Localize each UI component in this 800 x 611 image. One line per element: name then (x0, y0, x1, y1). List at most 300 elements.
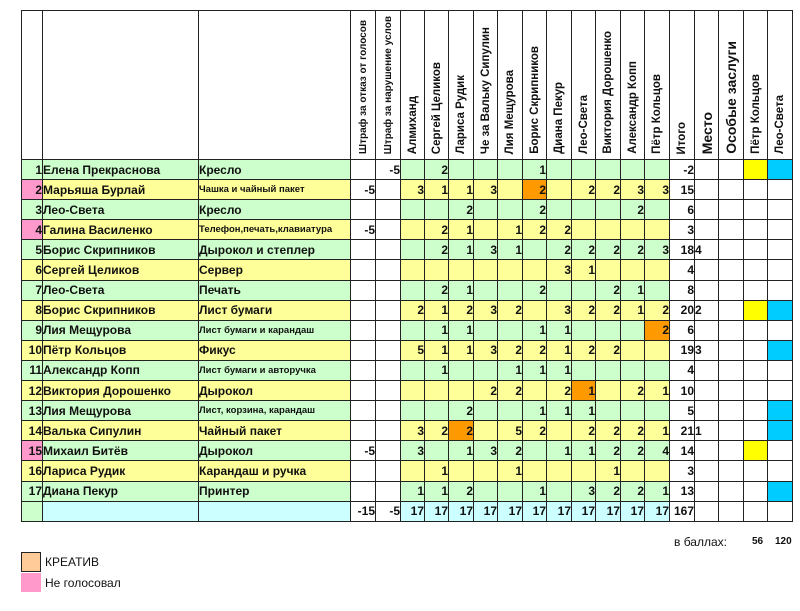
gift-name: Дырокол (199, 441, 351, 461)
vote-cell: 2 (523, 421, 547, 441)
vote-cell (401, 401, 425, 421)
totals-penalty-refuse: -15 (351, 501, 376, 521)
participant-name: Валька Сипулин (43, 421, 199, 441)
footer-leo-score: 120 (775, 536, 792, 547)
vote-cell: 2 (449, 481, 474, 501)
vote-cell (474, 320, 498, 340)
vote-cell (645, 340, 670, 360)
special-petr-mark (744, 381, 768, 401)
special-leo-mark (768, 340, 793, 360)
totals-gift (199, 501, 351, 521)
total-cell: 6 (670, 200, 695, 220)
vote-cell (596, 200, 621, 220)
penalty-violation-cell (376, 481, 401, 501)
vote-cell: 1 (425, 180, 449, 200)
vote-cell (498, 180, 523, 200)
vote-cell: 3 (645, 180, 670, 200)
total-cell: 8 (670, 280, 695, 300)
vote-cell: 1 (523, 481, 547, 501)
vote-cell: 2 (425, 240, 449, 260)
vote-cell: 2 (621, 441, 645, 461)
vote-cell: 2 (523, 220, 547, 240)
table-row (22, 160, 793, 180)
place-cell (695, 260, 719, 280)
vote-cell: 2 (498, 300, 523, 320)
place-cell: 2 (695, 300, 719, 320)
penalty-violation-cell (376, 340, 401, 360)
totals-row (22, 501, 793, 521)
gift-name: Лист бумаги и карандаш (199, 320, 351, 340)
legend-label-not-voted: Не голосовал (45, 576, 121, 590)
vote-cell (572, 220, 596, 240)
row-number: 11 (22, 360, 43, 380)
vote-cell (547, 180, 572, 200)
vote-cell: 1 (572, 260, 596, 280)
table-row (22, 481, 793, 501)
vote-cell (572, 280, 596, 300)
vote-cell: 1 (572, 381, 596, 401)
gift-name: Лист бумаги (199, 300, 351, 320)
header-place: Место (695, 11, 719, 160)
vote-cell: 2 (547, 240, 572, 260)
vote-cell (645, 360, 670, 380)
penalty-refuse-cell (351, 160, 376, 180)
gift-name: Лист бумаги и авторучка (199, 360, 351, 380)
vote-cell (596, 320, 621, 340)
penalty-violation-cell (376, 360, 401, 380)
special-petr-mark (744, 461, 768, 481)
gift-name: Кресло (199, 200, 351, 220)
vote-cell (425, 401, 449, 421)
vote-cell: 1 (449, 240, 474, 260)
totals-penalty-violation: -5 (376, 501, 401, 521)
vote-cell: 3 (547, 300, 572, 320)
vote-cell: 1 (621, 300, 645, 320)
vote-cell (498, 160, 523, 180)
totals-vote-cell: 17 (523, 501, 547, 521)
totals-empty-cell (695, 501, 719, 521)
gift-name: Принтер (199, 481, 351, 501)
gift-name: Чашка и чайный пакет (199, 180, 351, 200)
vote-cell (572, 320, 596, 340)
participant-name: Лео-Света (43, 280, 199, 300)
total-cell: 14 (670, 441, 695, 461)
vote-cell: 1 (547, 401, 572, 421)
vote-cell: 1 (498, 360, 523, 380)
table-row (22, 401, 793, 421)
vote-cell (645, 280, 670, 300)
special-leo-mark (768, 360, 793, 380)
vote-cell: 2 (596, 340, 621, 360)
penalty-refuse-cell (351, 240, 376, 260)
place-cell (695, 360, 719, 380)
vote-cell: 2 (523, 200, 547, 220)
vote-cell (572, 461, 596, 481)
totals-empty-cell (719, 501, 744, 521)
vote-cell: 3 (401, 441, 425, 461)
vote-cell: 1 (449, 280, 474, 300)
vote-cell (425, 381, 449, 401)
vote-cell: 2 (547, 381, 572, 401)
row-number: 2 (22, 180, 43, 200)
participant-name: Борис Скрипников (43, 240, 199, 260)
special-cell (719, 461, 744, 481)
special-leo-mark (768, 320, 793, 340)
penalty-violation-cell: -5 (376, 160, 401, 180)
row-number: 13 (22, 401, 43, 421)
special-petr-mark (744, 360, 768, 380)
gift-name: Лист, корзина, карандаш (199, 401, 351, 421)
vote-cell: 1 (523, 401, 547, 421)
totals-name (43, 501, 199, 521)
penalty-refuse-cell (351, 360, 376, 380)
vote-cell: 4 (645, 441, 670, 461)
vote-cell: 2 (498, 441, 523, 461)
total-cell: 15 (670, 180, 695, 200)
special-cell (719, 220, 744, 240)
header-voter: Александр Копп (621, 11, 645, 160)
penalty-violation-cell (376, 320, 401, 340)
special-petr-mark (744, 421, 768, 441)
vote-cell: 2 (547, 220, 572, 240)
special-petr-mark (744, 180, 768, 200)
vote-cell (474, 280, 498, 300)
penalty-refuse-cell (351, 260, 376, 280)
vote-cell (645, 260, 670, 280)
vote-cell: 1 (645, 481, 670, 501)
totals-empty-cell (768, 501, 793, 521)
gift-name: Дырокол (199, 381, 351, 401)
table-row (22, 320, 793, 340)
participant-name: Сергей Целиков (43, 260, 199, 280)
special-petr-mark (744, 401, 768, 421)
vote-cell (596, 401, 621, 421)
special-cell (719, 320, 744, 340)
table-row (22, 220, 793, 240)
vote-cell: 3 (474, 340, 498, 360)
place-cell (695, 320, 719, 340)
totals-vote-cell: 17 (572, 501, 596, 521)
special-petr-mark (744, 441, 768, 461)
special-petr-mark (744, 481, 768, 501)
place-cell (695, 441, 719, 461)
row-number: 1 (22, 160, 43, 180)
vote-cell: 1 (401, 481, 425, 501)
vote-cell (572, 160, 596, 180)
row-number: 16 (22, 461, 43, 481)
row-number: 6 (22, 260, 43, 280)
special-petr-mark (744, 220, 768, 240)
vote-cell (645, 401, 670, 421)
row-number: 4 (22, 220, 43, 240)
vote-cell (621, 360, 645, 380)
totals-vote-cell: 17 (596, 501, 621, 521)
penalty-violation-cell (376, 200, 401, 220)
results-table (21, 10, 793, 522)
footer-petr-score: 56 (752, 536, 764, 547)
header-special: Особые заслуги (719, 11, 744, 160)
special-leo-mark (768, 240, 793, 260)
vote-cell: 2 (498, 381, 523, 401)
vote-cell: 3 (645, 240, 670, 260)
vote-cell (645, 461, 670, 481)
vote-cell (547, 200, 572, 220)
total-cell: -2 (670, 160, 695, 180)
vote-cell (547, 461, 572, 481)
vote-cell: 3 (401, 421, 425, 441)
participant-name: Марьяша Бурлай (43, 180, 199, 200)
vote-cell: 1 (523, 160, 547, 180)
vote-cell (498, 320, 523, 340)
special-cell (719, 260, 744, 280)
table-row (22, 260, 793, 280)
vote-cell: 2 (449, 421, 474, 441)
place-cell: 4 (695, 240, 719, 260)
header-voter: Че за Вальку Сипулин (474, 11, 498, 160)
vote-cell (572, 200, 596, 220)
vote-cell (401, 260, 425, 280)
special-leo-mark (768, 280, 793, 300)
row-number: 9 (22, 320, 43, 340)
table-row (22, 421, 793, 441)
penalty-refuse-cell: -5 (351, 441, 376, 461)
totals-vote-cell: 17 (401, 501, 425, 521)
header-total: Итого (670, 11, 695, 160)
special-leo-mark (768, 200, 793, 220)
vote-cell (547, 421, 572, 441)
vote-cell (621, 461, 645, 481)
vote-cell (449, 461, 474, 481)
totals-vote-cell: 17 (547, 501, 572, 521)
penalty-refuse-cell (351, 481, 376, 501)
header-special-leo: Лео-Света (768, 11, 793, 160)
header-row (22, 11, 793, 160)
vote-cell: 3 (401, 180, 425, 200)
penalty-violation-cell (376, 461, 401, 481)
vote-cell (474, 200, 498, 220)
special-cell (719, 441, 744, 461)
vote-cell (474, 401, 498, 421)
vote-cell (474, 260, 498, 280)
vote-cell: 1 (572, 441, 596, 461)
gift-name: Чайный пакет (199, 421, 351, 441)
vote-cell: 1 (449, 180, 474, 200)
special-petr-mark (744, 160, 768, 180)
vote-cell: 2 (425, 220, 449, 240)
table-row (22, 180, 793, 200)
vote-cell (425, 260, 449, 280)
header-voter: Лариса Рудик (449, 11, 474, 160)
table-row (22, 381, 793, 401)
vote-cell (596, 160, 621, 180)
gift-name: Печать (199, 280, 351, 300)
place-cell (695, 461, 719, 481)
vote-cell: 2 (621, 481, 645, 501)
place-cell (695, 160, 719, 180)
penalty-refuse-cell: -5 (351, 180, 376, 200)
place-cell (695, 381, 719, 401)
vote-cell (498, 481, 523, 501)
participant-name: Галина Василенко (43, 220, 199, 240)
grand-total: 167 (670, 501, 695, 521)
vote-cell: 2 (596, 300, 621, 320)
participant-name: Диана Пекур (43, 481, 199, 501)
totals-number (22, 501, 43, 521)
header-number (22, 11, 43, 160)
vote-cell: 1 (596, 461, 621, 481)
vote-cell: 2 (401, 300, 425, 320)
vote-cell: 1 (645, 381, 670, 401)
vote-cell (401, 200, 425, 220)
special-cell (719, 180, 744, 200)
header-voter: Сергей Целиков (425, 11, 449, 160)
vote-cell: 5 (498, 421, 523, 441)
penalty-violation-cell (376, 260, 401, 280)
vote-cell: 1 (547, 340, 572, 360)
special-petr-mark (744, 280, 768, 300)
vote-cell (523, 240, 547, 260)
vote-cell: 2 (474, 381, 498, 401)
vote-cell: 1 (449, 220, 474, 240)
vote-cell: 2 (425, 280, 449, 300)
vote-cell: 3 (547, 260, 572, 280)
vote-cell: 1 (523, 320, 547, 340)
header-penalty-refuse: Штраф за отказ от голосов (351, 11, 376, 160)
vote-cell (523, 461, 547, 481)
total-cell: 4 (670, 260, 695, 280)
vote-cell (401, 160, 425, 180)
penalty-refuse-cell (351, 401, 376, 421)
header-voter: Лия Мещурова (498, 11, 523, 160)
special-leo-mark (768, 220, 793, 240)
vote-cell (621, 220, 645, 240)
totals-vote-cell: 17 (645, 501, 670, 521)
total-cell: 4 (670, 360, 695, 380)
vote-cell (523, 300, 547, 320)
vote-cell (449, 260, 474, 280)
vote-cell: 1 (449, 441, 474, 461)
vote-cell: 2 (449, 300, 474, 320)
vote-cell (474, 360, 498, 380)
totals-vote-cell: 17 (474, 501, 498, 521)
total-cell: 21 (670, 421, 695, 441)
special-cell (719, 240, 744, 260)
legend-swatch-creative (21, 552, 41, 572)
penalty-violation-cell (376, 421, 401, 441)
vote-cell (596, 381, 621, 401)
vote-cell (449, 160, 474, 180)
vote-cell: 1 (498, 461, 523, 481)
penalty-violation-cell (376, 381, 401, 401)
special-leo-mark (768, 441, 793, 461)
row-number: 3 (22, 200, 43, 220)
special-leo-mark (768, 401, 793, 421)
penalty-refuse-cell (351, 340, 376, 360)
special-petr-mark (744, 340, 768, 360)
participant-name: Лариса Рудик (43, 461, 199, 481)
vote-cell: 3 (572, 481, 596, 501)
special-leo-mark (768, 300, 793, 320)
vote-cell: 2 (621, 200, 645, 220)
place-cell: 1 (695, 421, 719, 441)
vote-cell: 1 (425, 320, 449, 340)
special-leo-mark (768, 180, 793, 200)
header-voter: Лео-Света (572, 11, 596, 160)
participant-name: Борис Скрипников (43, 300, 199, 320)
vote-cell: 1 (547, 320, 572, 340)
vote-cell (474, 220, 498, 240)
total-cell: 19 (670, 340, 695, 360)
vote-cell (401, 280, 425, 300)
vote-cell (596, 260, 621, 280)
vote-cell: 1 (498, 220, 523, 240)
vote-cell: 1 (425, 481, 449, 501)
total-cell: 18 (670, 240, 695, 260)
vote-cell (401, 461, 425, 481)
vote-cell: 2 (572, 421, 596, 441)
place-cell (695, 220, 719, 240)
penalty-refuse-cell (351, 280, 376, 300)
total-cell: 5 (670, 401, 695, 421)
special-cell (719, 401, 744, 421)
vote-cell: 2 (449, 200, 474, 220)
penalty-refuse-cell (351, 320, 376, 340)
penalty-refuse-cell: -5 (351, 220, 376, 240)
vote-cell (474, 160, 498, 180)
special-petr-mark (744, 300, 768, 320)
vote-cell: 2 (523, 340, 547, 360)
vote-cell: 2 (621, 381, 645, 401)
row-number: 7 (22, 280, 43, 300)
special-cell (719, 360, 744, 380)
penalty-refuse-cell (351, 300, 376, 320)
vote-cell: 2 (596, 240, 621, 260)
penalty-violation-cell (376, 180, 401, 200)
vote-cell (596, 220, 621, 240)
vote-cell: 1 (449, 340, 474, 360)
vote-cell (401, 320, 425, 340)
gift-name: Кресло (199, 160, 351, 180)
vote-cell: 2 (425, 160, 449, 180)
vote-cell: 3 (474, 240, 498, 260)
totals-vote-cell: 17 (425, 501, 449, 521)
totals-vote-cell: 17 (449, 501, 474, 521)
vote-cell (523, 381, 547, 401)
header-voter: Диана Пекур (547, 11, 572, 160)
special-leo-mark (768, 461, 793, 481)
vote-cell: 1 (425, 461, 449, 481)
penalty-refuse-cell (351, 421, 376, 441)
vote-cell: 2 (572, 240, 596, 260)
vote-cell (645, 200, 670, 220)
footer-label: в баллах: (674, 535, 727, 549)
vote-cell: 2 (621, 240, 645, 260)
vote-cell: 2 (596, 280, 621, 300)
place-cell (695, 200, 719, 220)
gift-name: Карандаш и ручка (199, 461, 351, 481)
legend-swatch-not-voted (21, 573, 41, 592)
participant-name: Елена Прекраснова (43, 160, 199, 180)
participant-name: Пётр Кольцов (43, 340, 199, 360)
participant-name: Лия Мещурова (43, 320, 199, 340)
penalty-violation-cell (376, 280, 401, 300)
gift-name: Фикус (199, 340, 351, 360)
vote-cell (498, 260, 523, 280)
special-cell (719, 200, 744, 220)
special-leo-mark (768, 160, 793, 180)
vote-cell: 2 (596, 481, 621, 501)
totals-vote-cell: 17 (621, 501, 645, 521)
